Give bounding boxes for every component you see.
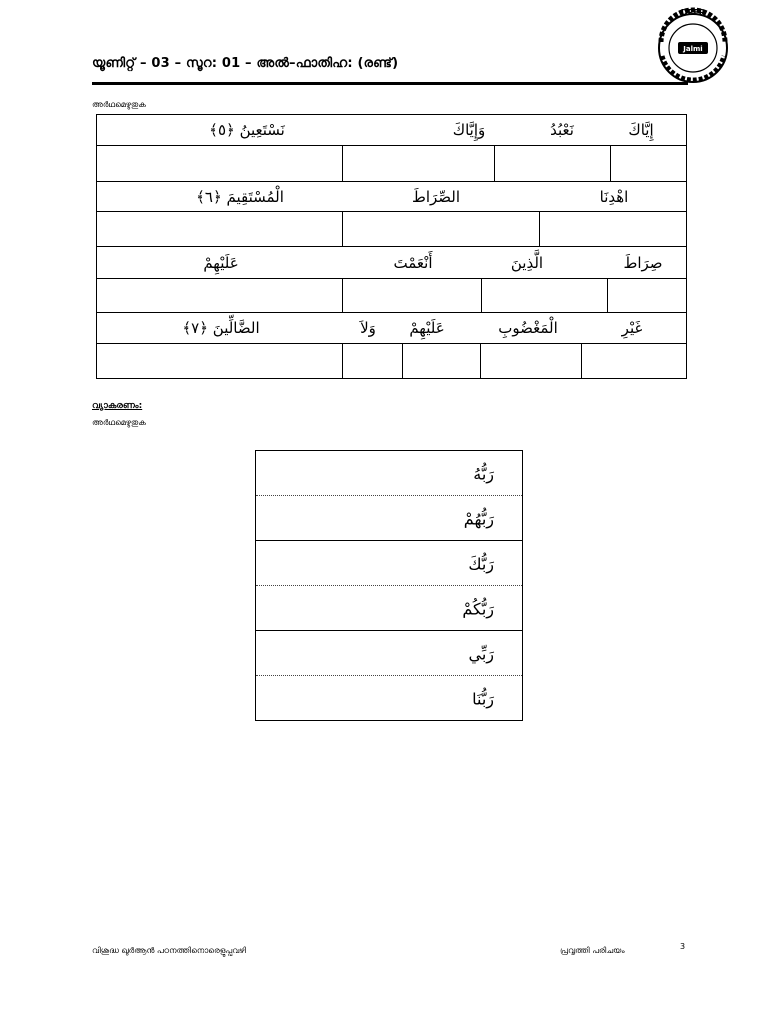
answer-cell[interactable] bbox=[97, 212, 342, 246]
answer-cell[interactable] bbox=[343, 279, 481, 312]
vocab-word-row-1 bbox=[97, 115, 686, 145]
grammar-row[interactable] bbox=[256, 586, 522, 631]
grammar-row[interactable] bbox=[256, 631, 522, 676]
answer-cell[interactable] bbox=[343, 212, 539, 246]
header-divider bbox=[92, 82, 688, 85]
vocab-word: الَّذِينَ bbox=[510, 253, 544, 272]
grammar-word: رَبُّكَ bbox=[468, 554, 494, 573]
grammar-row[interactable] bbox=[256, 496, 522, 541]
grammar-row[interactable] bbox=[256, 541, 522, 586]
answer-cell[interactable] bbox=[582, 344, 686, 378]
vocab-word: الصِّرَاطَ bbox=[411, 187, 461, 206]
vocab-word: إِيَّاكَ bbox=[628, 121, 654, 139]
vocab-word: صِرَاطَ bbox=[623, 253, 663, 272]
vocab-word: عَلَيْهِمْ bbox=[409, 319, 445, 337]
footer-right: പ്രവൃത്തി പരിചയം bbox=[560, 946, 625, 955]
vocab-answer-row-3 bbox=[97, 279, 686, 312]
organization-logo bbox=[640, 4, 742, 84]
grammar-row[interactable] bbox=[256, 676, 522, 721]
grammar-word: رَبِّي bbox=[468, 644, 494, 663]
logo-inner-text: Jalmi bbox=[683, 45, 703, 53]
answer-cell[interactable] bbox=[495, 146, 610, 181]
answer-cell[interactable] bbox=[608, 279, 686, 312]
answer-cell[interactable] bbox=[482, 279, 607, 312]
page-title: യൂണിറ്റ് – 03 – സൂറ: 01 – അൽ–ഫാതിഹ: (രണ്ട്) bbox=[92, 56, 399, 71]
grammar-word: رَبُّكُمْ bbox=[462, 599, 494, 618]
page-number: 3 bbox=[680, 942, 686, 951]
vocab-answer-row-4 bbox=[97, 344, 686, 378]
grammar-row[interactable] bbox=[256, 451, 522, 496]
vocab-answer-row-1 bbox=[97, 146, 686, 181]
vocab-word-row-3 bbox=[97, 247, 686, 278]
vocab-word: الْمَغْضُوبِ bbox=[498, 319, 558, 337]
vocab-word: غَيْرِ bbox=[621, 319, 643, 337]
answer-cell[interactable] bbox=[343, 344, 402, 378]
vocab-word: نَسْتَعِينُ ﴿٥﴾ bbox=[209, 121, 285, 139]
grammar-title: വ്യാകരണം: bbox=[92, 401, 143, 411]
answer-cell[interactable] bbox=[481, 344, 581, 378]
vocab-word: وَإِيَّاكَ bbox=[452, 121, 486, 139]
answer-cell[interactable] bbox=[403, 344, 480, 378]
answer-cell[interactable] bbox=[97, 344, 342, 378]
grammar-table bbox=[255, 450, 523, 721]
answer-cell[interactable] bbox=[540, 212, 686, 246]
vocab-word: نَعْبُدُ bbox=[550, 121, 574, 139]
vocab-word: وَلاَ bbox=[360, 319, 376, 337]
answer-cell[interactable] bbox=[611, 146, 686, 181]
grammar-word: رَبُّنَا bbox=[472, 689, 494, 708]
vocab-word: أَنْعَمْتَ bbox=[393, 253, 433, 272]
answer-cell[interactable] bbox=[97, 279, 342, 312]
vocab-word-row-4 bbox=[97, 313, 686, 343]
answer-cell[interactable] bbox=[97, 146, 342, 181]
vocab-word: اهْدِنَا bbox=[599, 187, 629, 206]
vocab-table bbox=[96, 114, 687, 379]
vocab-answer-row-2 bbox=[97, 212, 686, 246]
vocab-word-row-2 bbox=[97, 182, 686, 211]
grammar-word: رَبُّهُمْ bbox=[463, 509, 494, 528]
answer-cell[interactable] bbox=[343, 146, 494, 181]
grammar-instruction: അർഥമെഴുതുക bbox=[92, 418, 146, 427]
grammar-word: رَبُّهُ bbox=[473, 464, 494, 483]
logo-text: DPFR bbox=[680, 8, 706, 17]
vocab-word: عَلَيْهِمْ bbox=[203, 253, 239, 272]
vocab-word: الضَّالِّينَ ﴿٧﴾ bbox=[182, 319, 260, 337]
footer-left: വിശുദ്ധ ഖുർആൻ പഠനത്തിനൊരെളുപ്പവഴി bbox=[92, 946, 247, 955]
vocab-word: الْمُسْتَقِيمَ ﴿٦﴾ bbox=[196, 187, 284, 206]
vocab-instruction: അർഥമെഴുതുക bbox=[92, 100, 146, 109]
